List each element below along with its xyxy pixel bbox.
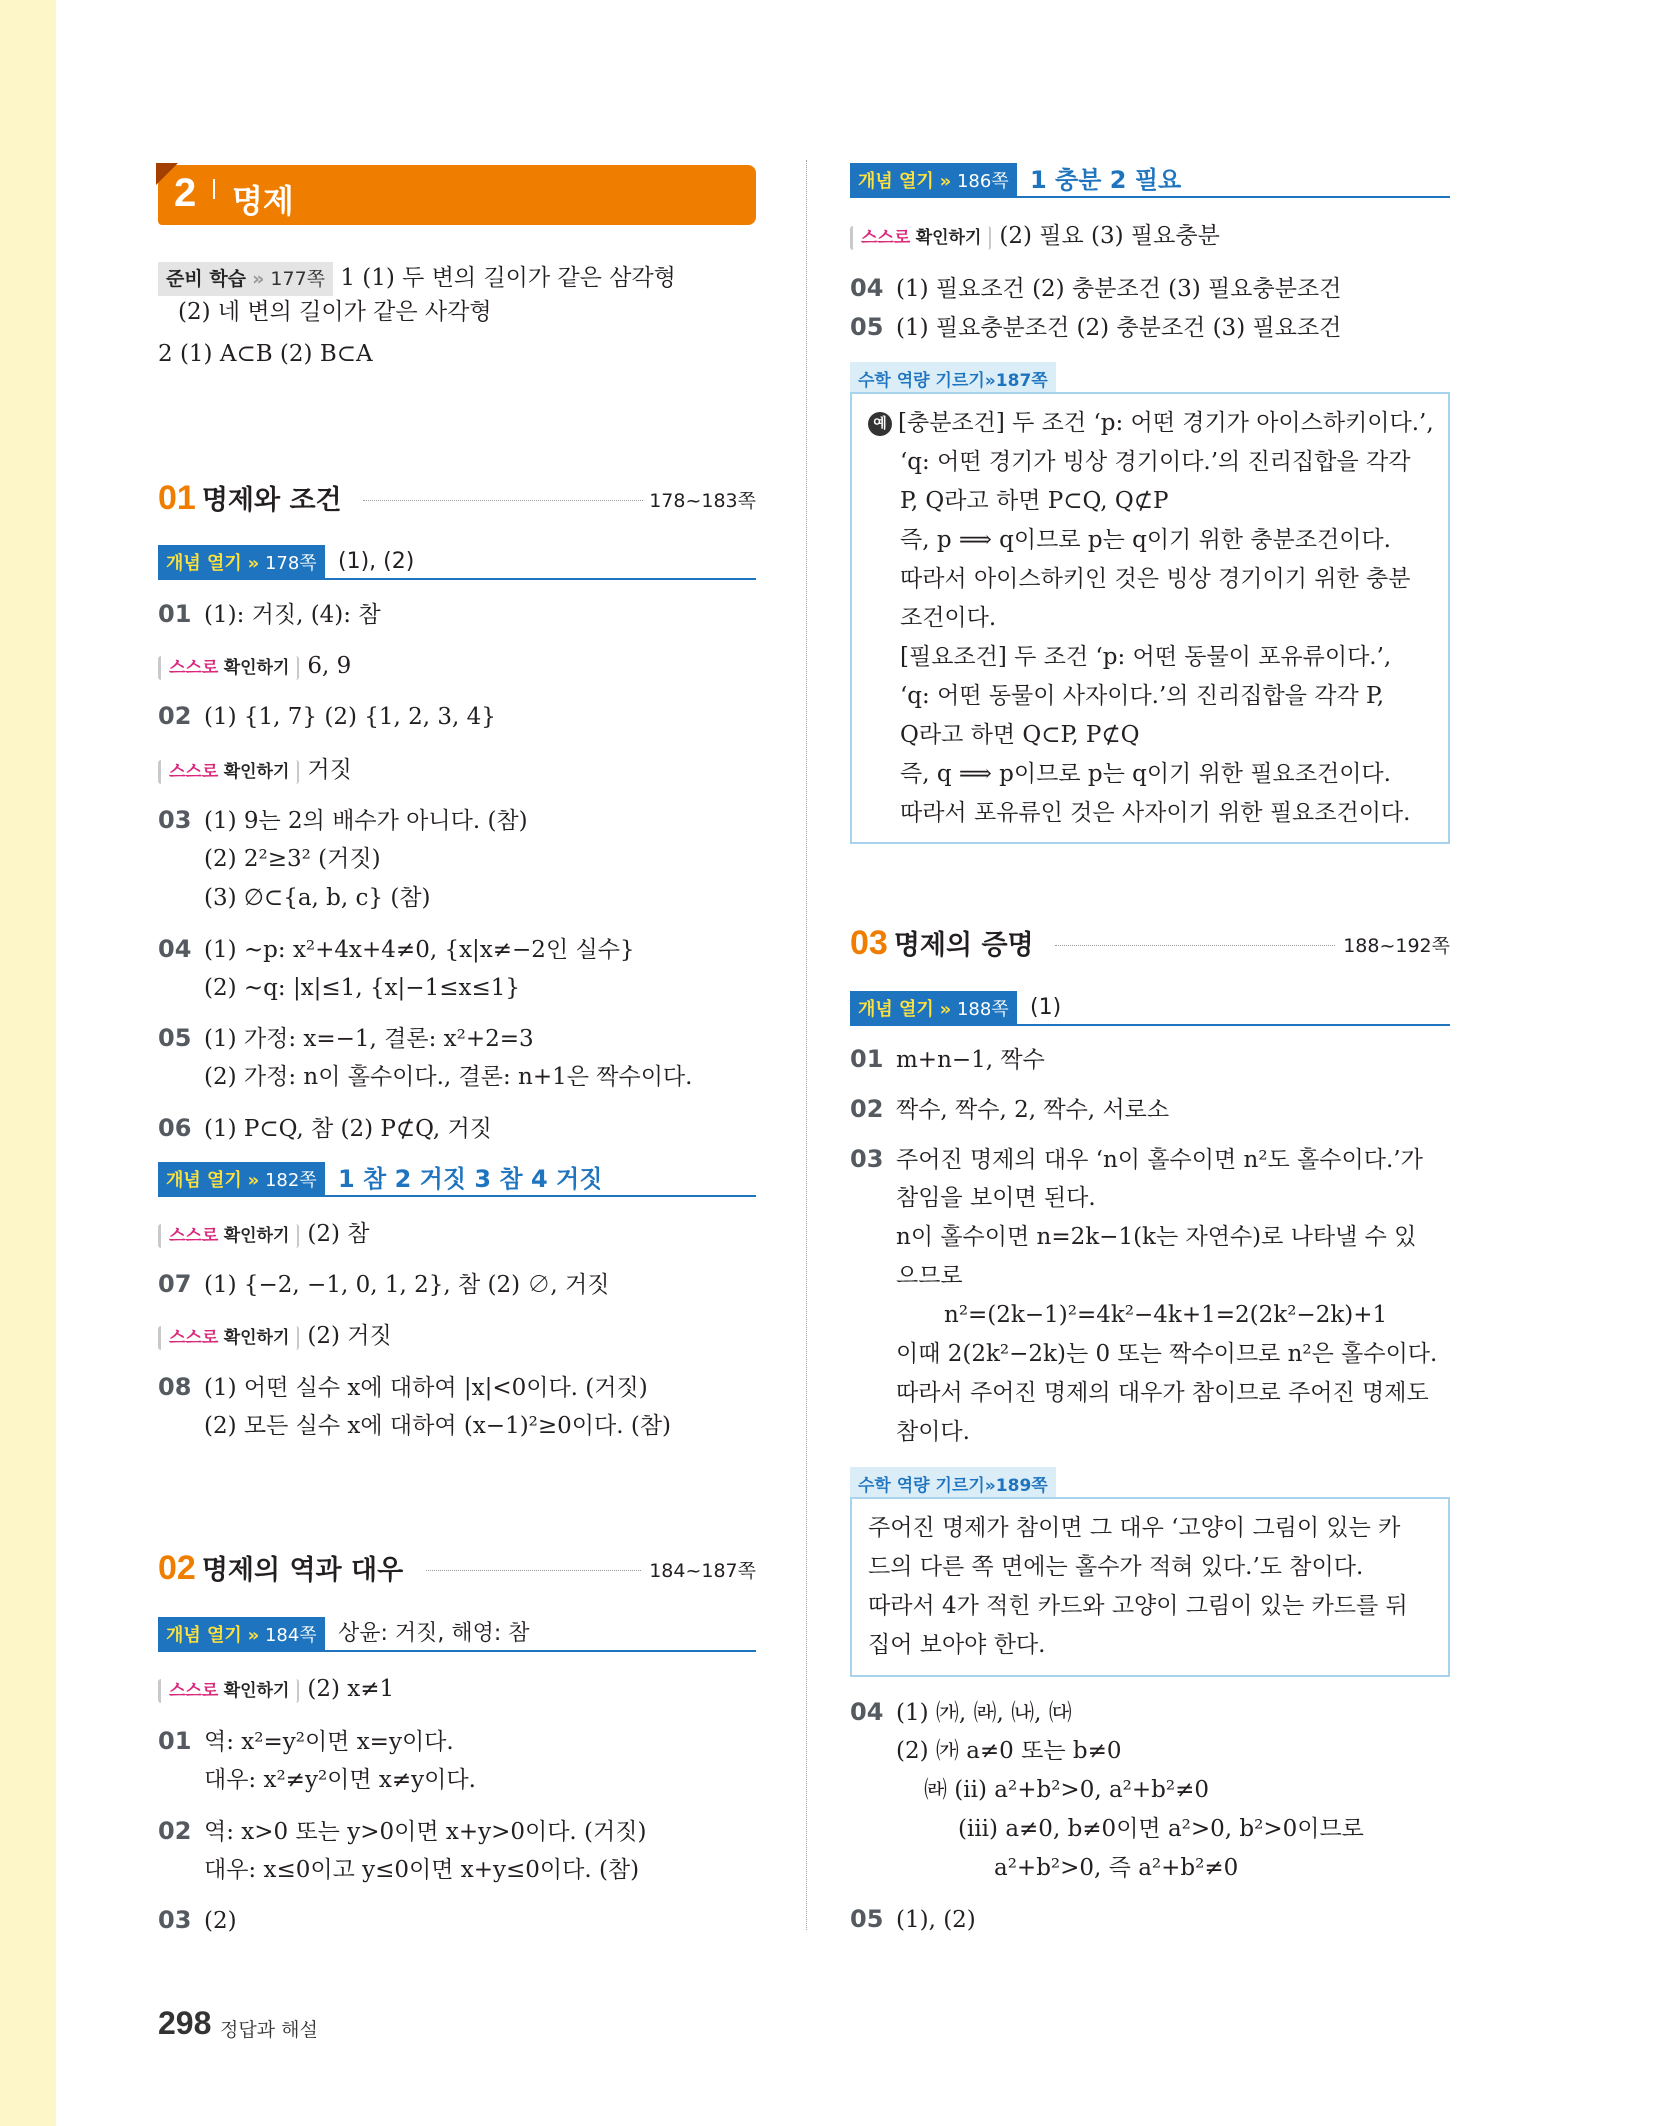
- box-line-1: 주어진 명제가 참이면 그 대우 ‘고양이 그림이 있는 카: [868, 1515, 1401, 1541]
- answer-text: (1) ~p: x²+4x+4≠0, {x|x≠−2인 실수}: [204, 937, 635, 963]
- answer-03-04-line-5: a²+b²>0, 즉 a²+b²≠0: [994, 1855, 1239, 1881]
- chapter-number: 2: [174, 171, 197, 215]
- concept-open-tag: [850, 991, 1017, 1024]
- section-title: 명제의 증명: [893, 930, 1034, 961]
- self-check-tag: [850, 226, 991, 250]
- chapter-title: 명제: [232, 182, 294, 220]
- concept-open-tag: [158, 545, 325, 578]
- self-check-answer: 거짓: [307, 757, 352, 783]
- self-tag-pink: 스스로: [169, 658, 219, 678]
- prep-tag-page: 177쪽: [270, 268, 326, 290]
- tag-underline: [158, 578, 756, 580]
- concept-open-answer-text: 1 참 2 거짓 3 참 4 거짓: [338, 1165, 603, 1193]
- prep-line-2: (2) 네 변의 길이가 같은 사각형: [178, 299, 492, 325]
- box-line-8: ‘q: 어떤 동물이 사자이다.’의 진리집합을 각각 P,: [900, 683, 1385, 709]
- concept-open-tag: [850, 163, 1017, 196]
- box-line-6: 조건이다.: [900, 605, 997, 631]
- dotted-leader: [363, 500, 643, 501]
- self-check-answer: 6, 9: [307, 653, 352, 679]
- answer-08-line-2: (2) 모든 실수 x에 대하여 (x−1)²≥0이다. (참): [204, 1413, 672, 1439]
- answer-07: 07 (1) {−2, −1, 0, 1, 2}, 참 (2) ∅, 거짓: [158, 1270, 610, 1298]
- chapter-separator: [213, 179, 215, 199]
- concept-open-tag: [158, 1162, 325, 1195]
- tag-underline: [850, 1024, 1450, 1026]
- tag-page: 189쪽: [995, 1476, 1048, 1496]
- answer-03-04-line-2: (2) ㈎ a≠0 또는 b≠0: [896, 1738, 1122, 1764]
- answer-text: (1) 필요조건 (2) 충분조건 (3) 필요충분조건: [896, 276, 1342, 302]
- self-check-5: [158, 1673, 394, 1705]
- answer-03-03-line-6: 이때 2(2k²−2k)는 0 또는 짝수이므로 n²은 홀수이다.: [896, 1341, 1438, 1367]
- tag-label: 개념 열기: [858, 171, 934, 192]
- self-tag-pink: 스스로: [169, 1328, 219, 1348]
- answer-06: 06 (1) P⊂Q, 참 (2) P⊄Q, 거짓: [158, 1114, 492, 1142]
- self-tag-pink: 스스로: [169, 762, 219, 782]
- self-tag-dark: 확인하기: [223, 1226, 290, 1246]
- chevron-icon: »: [984, 371, 996, 391]
- tag-label: 수학 역량 기르기: [858, 371, 985, 391]
- section-number: 02: [158, 1549, 196, 1587]
- dotted-leader: [426, 1570, 641, 1571]
- answer-03-line-2: (2) 2²≥3² (거짓): [204, 846, 381, 872]
- self-check-answer: (2) 참: [307, 1221, 370, 1247]
- answer-03-03-line-5: n²=(2k−1)²=4k²−4k+1=2(2k²−2k)+1: [944, 1302, 1388, 1328]
- section-number: 03: [850, 924, 888, 962]
- tag-page: 186쪽: [956, 171, 1009, 192]
- concept-open-answer: 상윤: 거짓, 해영: 참: [338, 1621, 530, 1646]
- self-check-tag: [158, 656, 299, 680]
- answer-03-02: 02 짝수, 짝수, 2, 짝수, 서로소: [850, 1095, 1170, 1123]
- self-tag-dark: 확인하기: [223, 1328, 290, 1348]
- tag-label: 개념 열기: [858, 999, 934, 1020]
- section-number: 01: [158, 479, 196, 517]
- self-check-1: [158, 650, 351, 682]
- tag-underline: [158, 1650, 756, 1652]
- self-check-answer: (2) x≠1: [307, 1676, 395, 1702]
- answer-04-line-2: (2) ~q: |x|≤1, {x|−1≤x≤1}: [204, 975, 520, 1001]
- answer-02-01: 01 역: x²=y²이면 x=y이다.: [158, 1727, 454, 1755]
- answer-03-03-line-3: n이 홀수이면 n=2k−1(k는 자연수)로 나타낼 수 있: [896, 1224, 1417, 1250]
- answer-03-01: 01 m+n−1, 짝수: [850, 1045, 1045, 1073]
- answer-08: 08 (1) 어떤 실수 x에 대하여 |x|<0이다. (거짓): [158, 1373, 648, 1401]
- answer-text: m+n−1, 짝수: [896, 1047, 1045, 1073]
- self-tag-dark: 확인하기: [223, 658, 290, 678]
- self-check-tag: [158, 760, 299, 784]
- answer-03-04-line-4: (iii) a≠0, b≠0이면 a²>0, b²>0이므로: [958, 1816, 1364, 1842]
- answer-03-04-line-3: ㈑ (ii) a²+b²>0, a²+b²≠0: [924, 1777, 1210, 1803]
- self-tag-pink: 스스로: [169, 1681, 219, 1701]
- concept-open-answer: [1030, 164, 1181, 198]
- section-02-header: [158, 1548, 756, 1588]
- answer-text: (1), (2): [896, 1907, 976, 1933]
- box-line-4: 집어 보아야 한다.: [868, 1632, 1046, 1658]
- answer-03-03-line-7: 따라서 주어진 명제의 대우가 참이므로 주어진 명제도: [896, 1380, 1429, 1406]
- section-pages: 178~183쪽: [649, 490, 756, 512]
- answer-text: (1) 필요충분조건 (2) 충분조건 (3) 필요조건: [896, 315, 1342, 341]
- answer-text: (1): 거짓, (4): 참: [204, 602, 381, 628]
- tag-page: 184쪽: [264, 1625, 317, 1646]
- answer-02-01-line-2: 대우: x²≠y²이면 x≠y이다.: [204, 1767, 476, 1793]
- tag-label: 개념 열기: [166, 1625, 242, 1646]
- answer-03-line-3: (3) ∅⊂{a, b, c} (참): [204, 885, 431, 911]
- dotted-leader: [1055, 945, 1335, 946]
- answer-text: (1) {−2, −1, 0, 1, 2}, 참 (2) ∅, 거짓: [204, 1272, 610, 1298]
- answer-05: 05 (1) 가정: x=−1, 결론: x²+2=3: [158, 1024, 534, 1052]
- section-01-header: [158, 478, 756, 518]
- answer-03-04: 04 (1) ㈎, ㈑, ㈏, ㈐: [850, 1698, 1072, 1726]
- answer-01: 01 (1): 거짓, (4): 참: [158, 600, 381, 628]
- chevron-icon: »: [247, 1170, 260, 1191]
- answer-text: (1) {1, 7} (2) {1, 2, 3, 4}: [204, 704, 496, 730]
- self-check-3: [158, 1218, 370, 1250]
- self-tag-dark: 확인하기: [223, 1681, 290, 1701]
- prep-tag: [158, 262, 333, 296]
- answer-text: 짝수, 짝수, 2, 짝수, 서로소: [896, 1097, 1170, 1123]
- self-tag-pink: 스스로: [169, 1226, 219, 1246]
- footer-title: 정답과 해설: [220, 2019, 318, 2041]
- tag-page: 178쪽: [264, 553, 317, 574]
- answer-03-03: 03 주어진 명제의 대우 ‘n이 홀수이면 n²도 홀수이다.’가: [850, 1145, 1423, 1173]
- prep-tag-label: 준비 학습: [166, 268, 247, 290]
- box-line-3: P, Q라고 하면 P⊂Q, Q⊄P: [900, 488, 1169, 514]
- math-competency-tag: [850, 1467, 1056, 1497]
- chapter-header: [158, 165, 756, 225]
- prep-line-1: [158, 262, 676, 296]
- self-tag-dark: 확인하기: [915, 228, 982, 248]
- self-check-tag: [158, 1326, 299, 1350]
- section-03-header: [850, 923, 1450, 963]
- tag-page: 187쪽: [995, 371, 1048, 391]
- answer-03-03-line-8: 참이다.: [896, 1419, 970, 1445]
- tag-label: 개념 열기: [166, 553, 242, 574]
- prep-answer-1: 1 (1) 두 변의 길이가 같은 삼각형: [340, 265, 676, 291]
- chevron-icon: »: [247, 553, 260, 574]
- prep-line-3: 2 (1) A⊂B (2) B⊂A: [158, 341, 373, 367]
- self-tag-dark: 확인하기: [223, 762, 290, 782]
- chevron-icon: »: [252, 268, 265, 290]
- section-title: 명제의 역과 대우: [201, 1555, 404, 1586]
- section-pages: 184~187쪽: [649, 1560, 756, 1582]
- concept-open-answer: [338, 1163, 602, 1197]
- example-icon: 예: [868, 412, 892, 436]
- column-divider: [806, 160, 807, 1930]
- tag-label: 개념 열기: [166, 1170, 242, 1191]
- answer-text: 역: x>0 또는 y>0이면 x+y>0이다. (거짓): [204, 1819, 647, 1845]
- self-check-2: [158, 754, 352, 786]
- box-line-7: [필요조건] 두 조건 ‘p: 어떤 동물이 포유류이다.’,: [900, 644, 1392, 670]
- self-tag-pink: 스스로: [861, 228, 911, 248]
- chevron-icon: »: [939, 999, 952, 1020]
- answer-02-02-line-2: 대우: x≤0이고 y≤0이면 x+y≤0이다. (참): [204, 1857, 640, 1883]
- answer-text: (1) 가정: x=−1, 결론: x²+2=3: [204, 1026, 534, 1052]
- box-line-10: 즉, q ⟹ p이므로 p는 q이기 위한 필요조건이다.: [900, 761, 1391, 787]
- chevron-icon: »: [247, 1625, 260, 1646]
- self-check-answer: (2) 거짓: [307, 1323, 392, 1349]
- answer-05-line-2: (2) 가정: n이 홀수이다., 결론: n+1은 짝수이다.: [204, 1064, 693, 1090]
- answer-03-03-line-2: 참임을 보이면 된다.: [896, 1185, 1096, 1211]
- self-check-tag: [158, 1224, 299, 1248]
- box-line-2: 드의 다른 쪽 면에는 홀수가 적혀 있다.’도 참이다.: [868, 1554, 1364, 1580]
- answer-02-04: 04 (1) 필요조건 (2) 충분조건 (3) 필요충분조건: [850, 274, 1342, 302]
- box-line-9: Q라고 하면 Q⊂P, P⊄Q: [900, 722, 1140, 748]
- self-check-4: [158, 1320, 392, 1352]
- answer-02-02: 02 역: x>0 또는 y>0이면 x+y>0이다. (거짓): [158, 1817, 647, 1845]
- page-number: 298: [158, 2005, 212, 2041]
- box-line-3: 따라서 4가 적힌 카드와 고양이 그림이 있는 카드를 뒤: [868, 1593, 1408, 1619]
- answer-text: (1) 어떤 실수 x에 대하여 |x|<0이다. (거짓): [204, 1375, 648, 1401]
- chevron-icon: »: [984, 1476, 996, 1496]
- answer-03-05: 05 (1), (2): [850, 1905, 976, 1933]
- self-check-answer: (2) 필요 (3) 필요충분: [999, 223, 1220, 249]
- answer-03: 03 (1) 9는 2의 배수가 아니다. (참): [158, 806, 528, 834]
- section-pages: 188~192쪽: [1343, 935, 1450, 957]
- concept-open-tag: [158, 1617, 325, 1650]
- answer-text: (2): [204, 1908, 237, 1934]
- concept-open-answer-text: 1 충분 2 필요: [1030, 166, 1182, 194]
- math-competency-tag: [850, 362, 1056, 392]
- section-title: 명제와 조건: [201, 485, 342, 516]
- box-line-1: [868, 407, 1434, 439]
- answer-text: 역: x²=y²이면 x=y이다.: [204, 1729, 454, 1755]
- box-text: [충분조건] 두 조건 ‘p: 어떤 경기가 아이스하키이다.’,: [898, 410, 1434, 436]
- concept-open-answer: (1): [1030, 995, 1062, 1020]
- chevron-icon: »: [939, 171, 952, 192]
- answer-text: (1) ㈎, ㈑, ㈏, ㈐: [896, 1700, 1072, 1726]
- answer-02-03: 03 (2): [158, 1906, 237, 1934]
- answer-03-03-line-4: 으므로: [896, 1263, 963, 1289]
- answer-04: 04 (1) ~p: x²+4x+4≠0, {x|x≠−2인 실수}: [158, 935, 635, 963]
- concept-open-answer: (1), (2): [338, 549, 415, 574]
- side-color-strip: [0, 0, 56, 2126]
- box-line-4: 즉, p ⟹ q이므로 p는 q이기 위한 충분조건이다.: [900, 527, 1391, 553]
- box-line-2: ‘q: 어떤 경기가 빙상 경기이다.’의 진리집합을 각각: [900, 449, 1411, 475]
- tag-page: 188쪽: [956, 999, 1009, 1020]
- answer-text: (1) 9는 2의 배수가 아니다. (참): [204, 808, 528, 834]
- self-check-6: [850, 220, 1220, 252]
- answer-text: 주어진 명제의 대우 ‘n이 홀수이면 n²도 홀수이다.’가: [896, 1147, 1423, 1173]
- answer-02: 02 (1) {1, 7} (2) {1, 2, 3, 4}: [158, 702, 496, 730]
- box-line-11: 따라서 포유류인 것은 사자이기 위한 필요조건이다.: [900, 800, 1411, 826]
- tag-label: 수학 역량 기르기: [858, 1476, 985, 1496]
- self-check-tag: [158, 1679, 299, 1703]
- tag-page: 182쪽: [264, 1170, 317, 1191]
- answer-02-05: 05 (1) 필요충분조건 (2) 충분조건 (3) 필요조건: [850, 313, 1342, 341]
- box-line-5: 따라서 아이스하키인 것은 빙상 경기이기 위한 충분: [900, 566, 1411, 592]
- answer-text: (1) P⊂Q, 참 (2) P⊄Q, 거짓: [204, 1116, 492, 1142]
